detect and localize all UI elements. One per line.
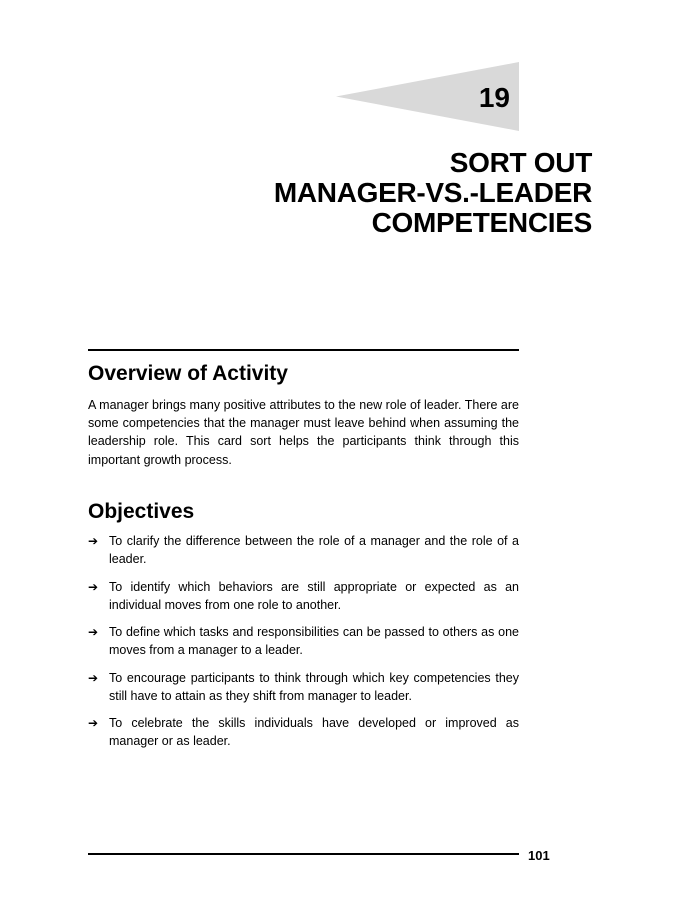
objectives-list: [88, 532, 519, 760]
objectives-heading: Objectives: [88, 500, 195, 523]
chapter-title-line: SORT OUT: [449, 147, 592, 178]
page-number: 101: [528, 848, 550, 863]
objective-text: To clarify the difference between the role of a manager and the role of a leader.: [109, 534, 519, 566]
arrow-right-icon: ➔: [88, 625, 99, 639]
objective-item: [88, 623, 519, 659]
objective-item: [88, 669, 519, 705]
objective-item: [88, 578, 519, 614]
objective-text: To identify which behaviors are still appropriate or expected as an individual moves from one role to another.: [109, 579, 519, 612]
overview-heading: Overview of Activity: [88, 362, 288, 385]
footer-divider: [88, 853, 519, 855]
arrow-right-icon: ➔: [88, 534, 99, 548]
objective-text: To encourage participants to think through which key competencies they still have to attain as they shift from manager to leader.: [109, 670, 519, 703]
objective-text: To celebrate the skills individuals have developed or improved as manager or as leader.: [109, 716, 519, 748]
objective-item: [88, 714, 519, 750]
objective-item: [88, 532, 519, 568]
objective-text: To define which tasks and responsibilities can be passed to others as one moves from a manager to a leader.: [109, 625, 519, 657]
chapter-title-line: COMPETENCIES: [371, 207, 592, 238]
arrow-right-icon: ➔: [88, 670, 99, 685]
arrow-right-icon: ➔: [88, 716, 99, 730]
chapter-number: 19: [478, 82, 510, 113]
chapter-title: [172, 148, 592, 238]
chapter-title-line: MANAGER-VS.-LEADER: [273, 177, 592, 208]
overview-paragraph: A manager brings many positive attributes to the new role of leader. There are some competencies that the manager must leave behind when assuming the leadership role. This card sort helps the participants think through this important growth process.: [88, 398, 519, 467]
section-divider: [88, 349, 519, 351]
arrow-right-icon: ➔: [88, 579, 99, 594]
